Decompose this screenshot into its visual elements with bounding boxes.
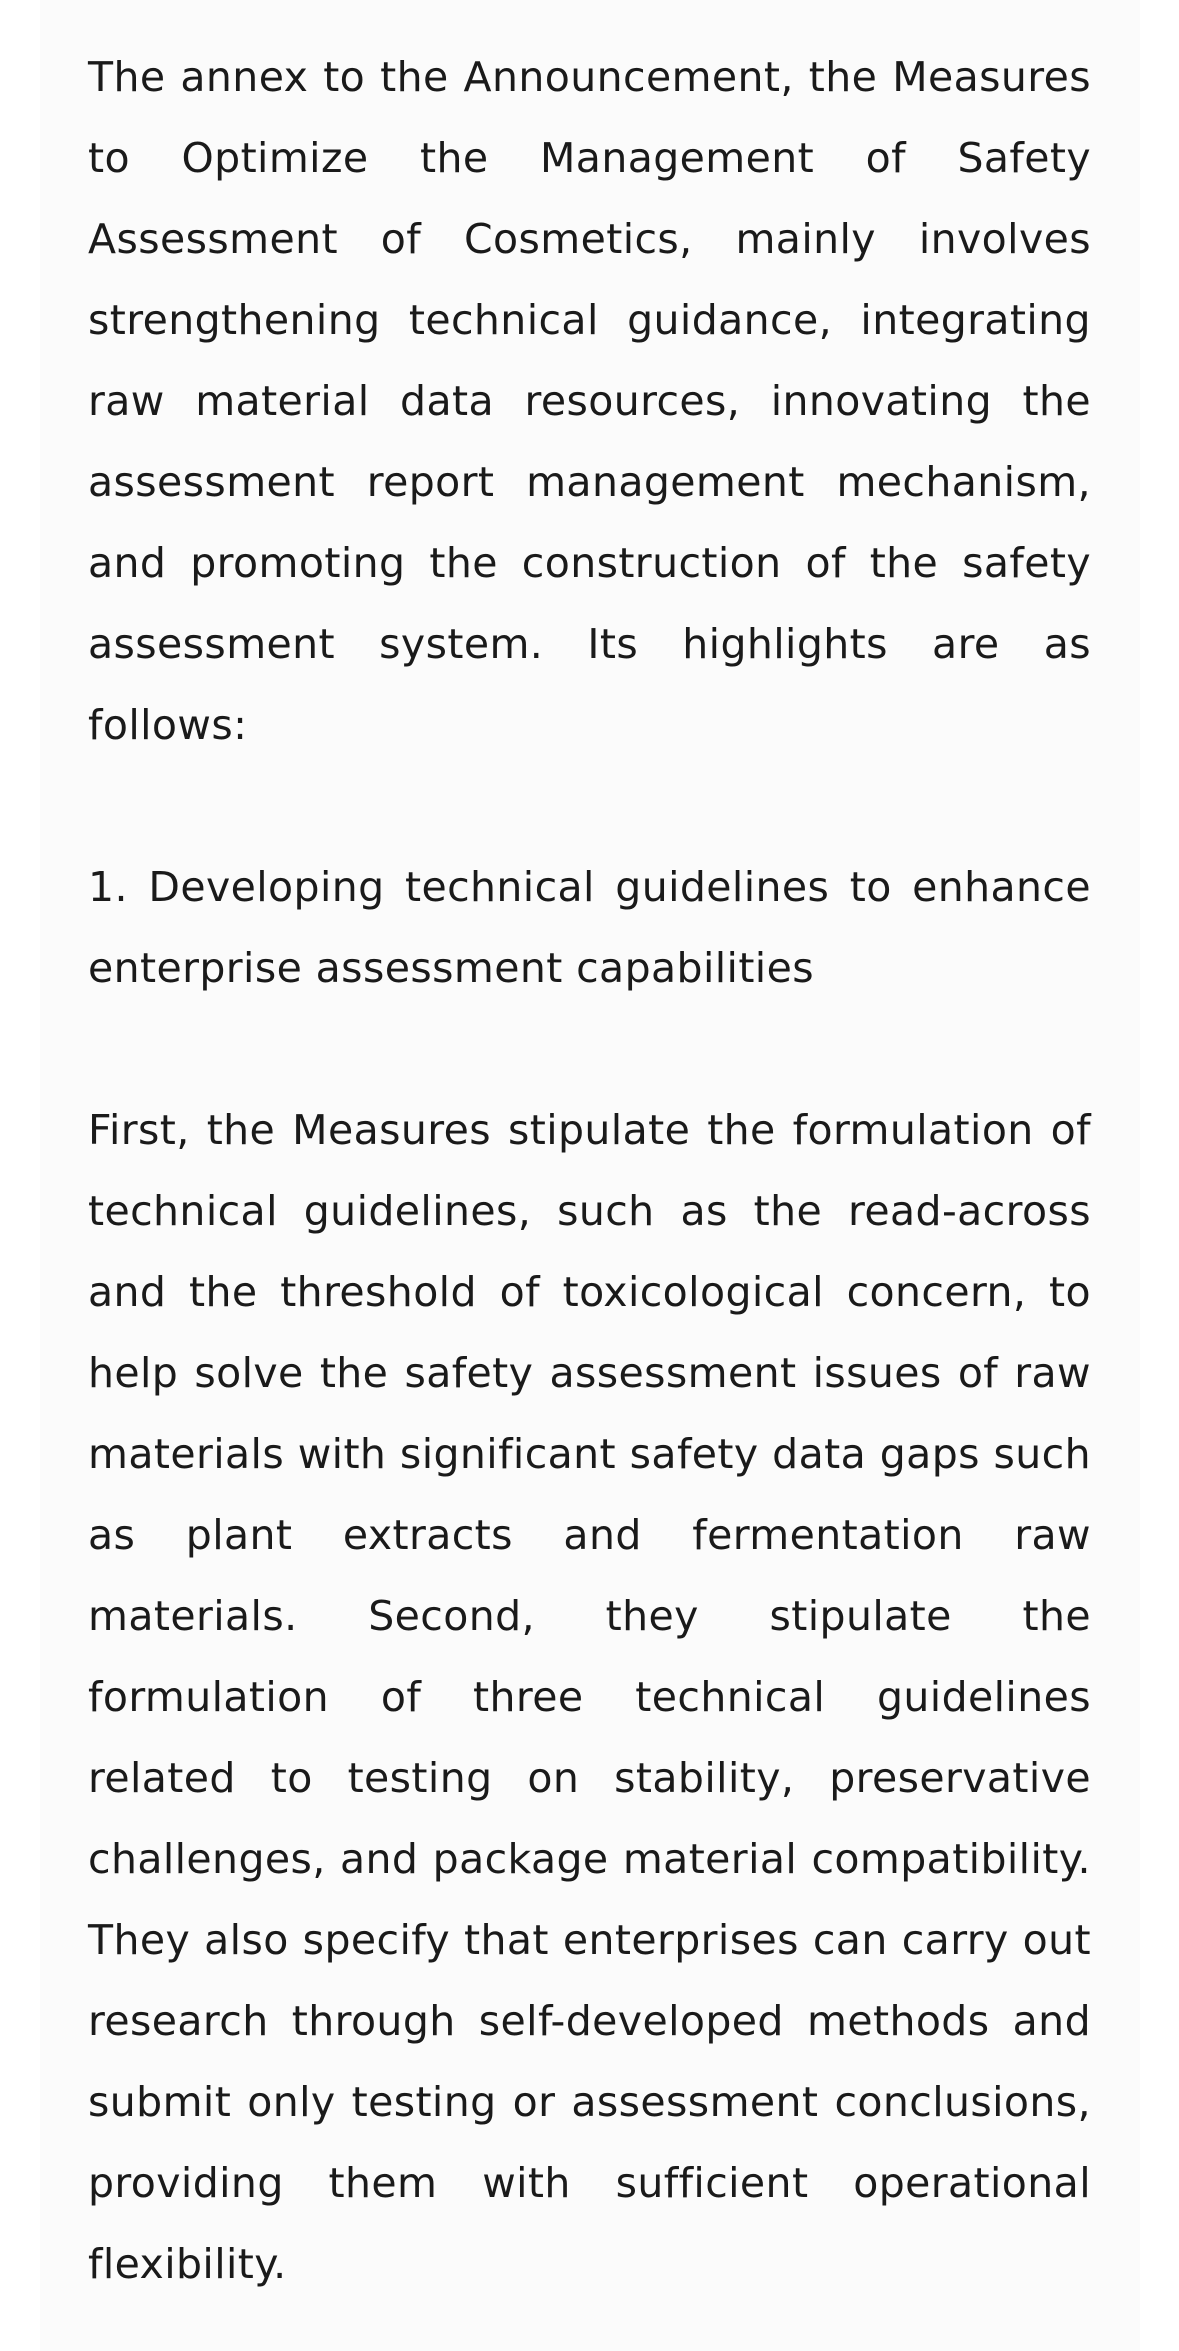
paragraph-spacer — [88, 766, 1091, 847]
paragraph-spacer — [88, 1009, 1091, 1090]
article-content — [88, 37, 1091, 2305]
section-heading: 1. Developing technical guidelines to enhance enterprise assessment capabilities — [88, 863, 1091, 992]
body-paragraph: First, the Measures stipulate the formulation of technical guidelines, such as the read-across and the threshold of toxicological concern, to help solve the safety assessment issues of raw materials with significant safety data gaps such as plant extracts and fermentation raw materials. Second, they stipulate the formulation of three technical guidelines related to testing on stability, preservative challenges, and package material compatibility. They also specify that enterprises can carry out research through self-developed methods and submit only testing or assessment conclusions, providing them with sufficient operational flexibility. — [88, 1106, 1091, 2288]
intro-paragraph: The annex to the Announcement, the Measures to Optimize the Management of Safety Assessment of Cosmetics, mainly involves strengthening technical guidance, integrating raw material data resources, innovating the assessment report management mechanism, and promoting the construction of the safety assessment system. Its highlights are as follows: — [88, 53, 1091, 749]
